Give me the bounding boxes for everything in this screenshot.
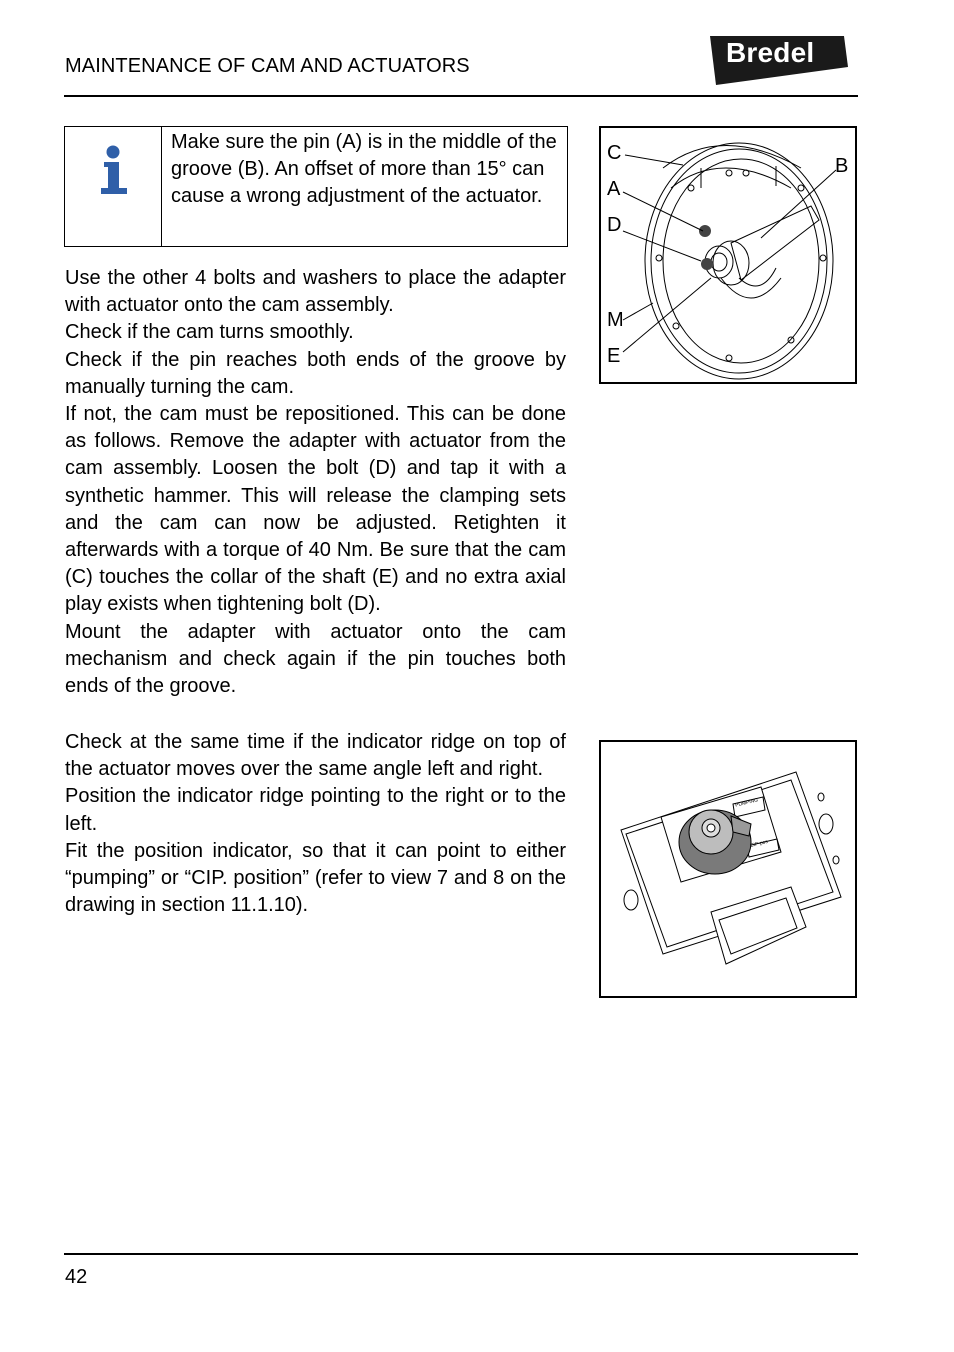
page-header-title: MAINTENANCE OF CAM AND ACTUATORS bbox=[65, 55, 470, 77]
paragraph: Check if the cam turns smoothly. bbox=[65, 321, 354, 344]
info-icon bbox=[99, 145, 129, 197]
footer-rule bbox=[64, 1253, 858, 1255]
callout-e: E bbox=[607, 345, 621, 367]
callout-a: A bbox=[607, 178, 621, 200]
instructions-block-1 bbox=[65, 265, 566, 700]
instructions-block-2 bbox=[65, 729, 566, 919]
paragraph: Use the other 4 bolts and washers to place the adapter with actuator onto the cam assembly. bbox=[65, 267, 566, 317]
logo-text: Bredel bbox=[726, 37, 815, 68]
paragraph: Mount the adapter with actuator onto the cam mechanism and check again if the pin touches both ends of the groove. bbox=[65, 620, 566, 698]
indicator-label-cip: CIP-pos bbox=[749, 838, 769, 850]
paragraph: Check at the same time if the indicator ridge on top of the actuator moves over the same angle left and right. bbox=[65, 731, 566, 781]
cam-assembly-figure bbox=[599, 126, 857, 384]
callout-c: C bbox=[607, 142, 622, 164]
actuator-drawing bbox=[601, 742, 855, 996]
info-note bbox=[64, 126, 568, 247]
indicator-label-pumping: PUMPING bbox=[734, 797, 759, 809]
info-note-icon-cell bbox=[65, 127, 162, 246]
bredel-logo bbox=[708, 33, 850, 87]
paragraph: If not, the cam must be repositioned. This can be done as follows. Remove the adapter with actuator from the cam assembly. Loosen the bolt (D) and tap it with a synthetic hammer. This will release the clamping sets and the cam can now be adjusted. Retighten it afterwards with a torque of 40 Nm. Be sure that the cam (C) touches the collar of the shaft (E) and no extra axial play exists when tightening bolt (D). bbox=[65, 403, 566, 616]
cam-assembly-drawing bbox=[601, 128, 855, 382]
paragraph: Fit the position indicator, so that it can point to either “pumping” or “CIP. position” (refer to view 7 and 8 on the drawing in section 11.1.10). bbox=[65, 839, 566, 917]
info-note-text: Make sure the pin (A) is in the middle of the groove (B). An offset of more than 15° can cause a wrong adjustment of the actuator. bbox=[171, 131, 557, 207]
callout-m: M bbox=[607, 309, 624, 331]
page-number: 42 bbox=[65, 1266, 88, 1288]
actuator-figure bbox=[599, 740, 857, 998]
callout-d: D bbox=[607, 214, 622, 236]
paragraph: Position the indicator ridge pointing to the right or to the left. bbox=[65, 785, 566, 835]
callout-b: B bbox=[835, 155, 849, 177]
header-rule bbox=[64, 95, 858, 97]
paragraph: Check if the pin reaches both ends of the groove by manually turning the cam. bbox=[65, 348, 566, 398]
